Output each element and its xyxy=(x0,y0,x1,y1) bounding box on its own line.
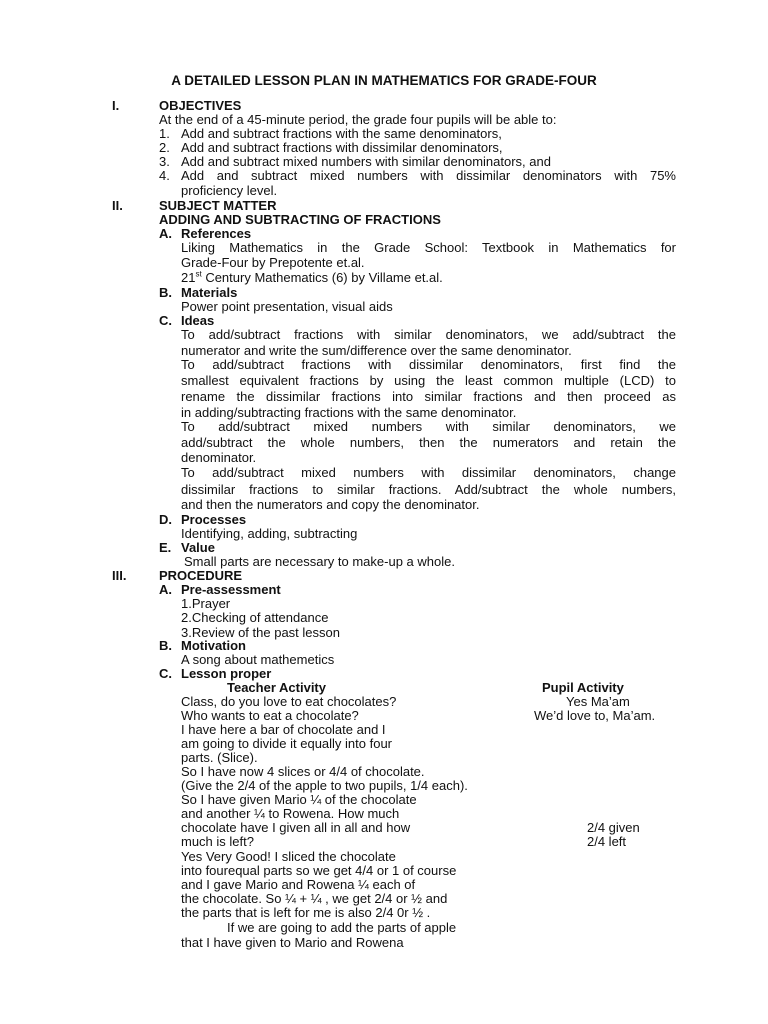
ideas-line: numerator and write the sum/difference over the same denominator. xyxy=(181,343,572,358)
topic-heading: ADDING AND SUBTRACTING OF FRACTIONS xyxy=(159,212,441,227)
subheading-motivation: Motivation xyxy=(181,638,246,653)
objective-number: 4. xyxy=(159,168,170,183)
subheading-value: Value xyxy=(181,540,215,555)
subsection-letter: A. xyxy=(159,582,172,597)
teacher-line: into fourequal parts so we get 4/4 or 1 of course xyxy=(181,863,457,878)
ideas-line: To add/subtract fractions with similar denominators, we add/subtract the xyxy=(181,327,676,342)
objective-text-continued: proficiency level. xyxy=(181,183,278,198)
processes-text: Identifying, adding, subtracting xyxy=(181,526,358,541)
ideas-line: smallest equivalent fractions by using the least common multiple (LCD) to xyxy=(181,373,676,388)
subheading-pre-assessment: Pre-assessment xyxy=(181,582,281,597)
teacher-line: So I have now 4 slices or 4/4 of chocolate. xyxy=(181,764,425,779)
teacher-line: am going to divide it equally into four xyxy=(181,736,393,751)
teacher-line: Yes Very Good! I sliced the chocolate xyxy=(181,849,396,864)
teacher-line: that I have given to Mario and Rowena xyxy=(181,935,404,950)
teacher-line: So I have given Mario ¼ of the chocolate xyxy=(181,792,417,807)
teacher-line: much is left? xyxy=(181,834,254,849)
teacher-line: Who wants to eat a chocolate? xyxy=(181,708,359,723)
reference-line-2: 21st Century Mathematics (6) by Villame et.al. xyxy=(181,269,443,285)
value-text: Small parts are necessary to make-up a whole. xyxy=(184,554,455,569)
subheading-references: References xyxy=(181,226,252,241)
ideas-line: denominator. xyxy=(181,450,257,465)
ideas-line: dissimilar fractions to similar fractions. Add/subtract the whole numbers, xyxy=(181,482,676,497)
teacher-line: parts. (Slice). xyxy=(181,750,258,765)
pupil-activity-heading: Pupil Activity xyxy=(542,680,624,695)
subsection-letter: B. xyxy=(159,285,172,300)
section-numeral-iii: III. xyxy=(112,568,127,583)
subheading-lesson-proper: Lesson proper xyxy=(181,666,272,681)
motivation-text: A song about mathemetics xyxy=(181,652,335,667)
section-numeral-ii: II. xyxy=(112,198,123,213)
page-title: A DETAILED LESSON PLAN IN MATHEMATICS FOR GRADE-FOUR xyxy=(171,73,597,88)
pre-assessment-item: 2.Checking of attendance xyxy=(181,610,329,625)
ideas-line: rename the dissimilar fractions into similar fractions and then proceed as xyxy=(181,389,676,404)
subsection-letter: B. xyxy=(159,638,172,653)
subsection-letter: A. xyxy=(159,226,172,241)
teacher-line: the parts that is left for me is also 2/4 0r ½ . xyxy=(181,905,431,920)
pre-assessment-item: 1.Prayer xyxy=(181,596,231,611)
objective-text: Add and subtract fractions with the same denominators, xyxy=(181,126,502,141)
subheading-processes: Processes xyxy=(181,512,247,527)
ideas-line: and then the numerators and copy the denominator. xyxy=(181,497,480,512)
teacher-line: If we are going to add the parts of apple xyxy=(227,920,457,935)
reference-line: Liking Mathematics in the Grade School: Textbook in Mathematics for xyxy=(181,240,676,255)
pupil-line: We’d love to, Ma’am. xyxy=(534,708,656,723)
teacher-line: and I gave Mario and Rowena ¼ each of xyxy=(181,877,416,892)
objective-text: Add and subtract fractions with dissimilar denominators, xyxy=(181,140,503,155)
heading-objectives: OBJECTIVES xyxy=(159,98,242,113)
objectives-intro: At the end of a 45-minute period, the grade four pupils will be able to: xyxy=(159,112,557,127)
pupil-line: 2/4 left xyxy=(587,834,627,849)
ideas-line: To add/subtract fractions with dissimilar denominators, first find the xyxy=(181,357,676,372)
materials-text: Power point presentation, visual aids xyxy=(181,299,393,314)
subsection-letter: C. xyxy=(159,313,172,328)
section-numeral-i: I. xyxy=(112,98,120,113)
reference-line: Grade-Four by Prepotente et.al. xyxy=(181,255,365,270)
subsection-letter: E. xyxy=(159,540,172,555)
teacher-line: I have here a bar of chocolate and I xyxy=(181,722,386,737)
ideas-line: add/subtract the whole numbers, then the numerators and retain the xyxy=(181,435,676,450)
objective-number: 1. xyxy=(159,126,170,141)
objective-text: Add and subtract mixed numbers with dissimilar denominators with 75% xyxy=(181,168,676,183)
teacher-line: (Give the 2/4 of the apple to two pupils, 1/4 each). xyxy=(181,778,468,793)
ideas-line: in adding/subtracting fractions with the same denominator. xyxy=(181,405,517,420)
pupil-line: Yes Ma’am xyxy=(566,694,630,709)
objective-number: 3. xyxy=(159,154,170,169)
subsection-letter: C. xyxy=(159,666,172,681)
subheading-ideas: Ideas xyxy=(181,313,215,328)
heading-subject-matter: SUBJECT MATTER xyxy=(159,198,277,213)
pupil-line: 2/4 given xyxy=(587,820,640,835)
subsection-letter: D. xyxy=(159,512,172,527)
heading-procedure: PROCEDURE xyxy=(159,568,243,583)
objective-text: Add and subtract mixed numbers with similar denominators, and xyxy=(181,154,551,169)
teacher-line: chocolate have I given all in all and how xyxy=(181,820,411,835)
ideas-line: To add/subtract mixed numbers with similar denominators, we xyxy=(181,419,676,434)
pre-assessment-item: 3.Review of the past lesson xyxy=(181,625,340,640)
ideas-line: To add/subtract mixed numbers with dissimilar denominators, change xyxy=(181,465,676,480)
subheading-materials: Materials xyxy=(181,285,238,300)
teacher-line: and another ¼ to Rowena. How much xyxy=(181,806,400,821)
teacher-activity-heading: Teacher Activity xyxy=(227,680,326,695)
objective-number: 2. xyxy=(159,140,170,155)
teacher-line: Class, do you love to eat chocolates? xyxy=(181,694,397,709)
teacher-line: the chocolate. So ¼ + ¼ , we get 2/4 or ½ and xyxy=(181,891,448,906)
